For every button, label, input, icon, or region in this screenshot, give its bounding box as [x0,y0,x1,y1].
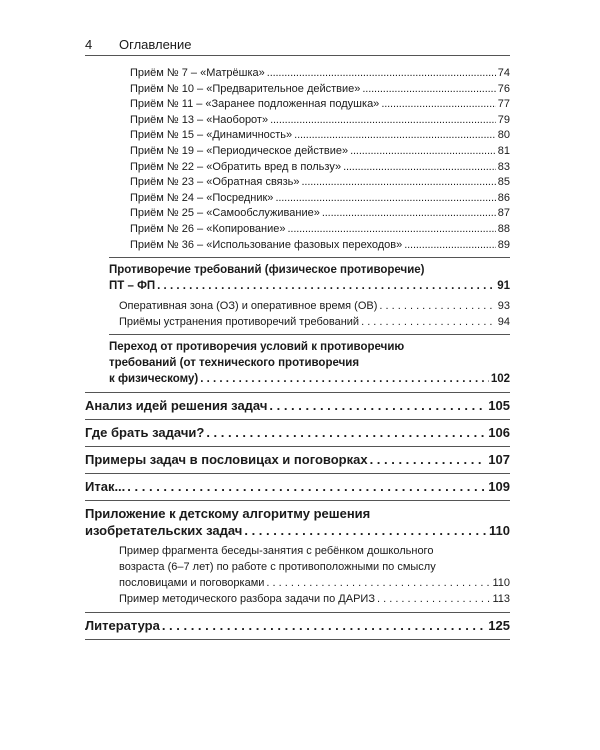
techniques-list [85,66,510,253]
toc-entry[interactable]: Приём № 19 – «Периодическое действие» . . . 81 [85,144,510,160]
toc-entry[interactable]: Приём № 15 – «Динамичность» . . . 80 [85,128,510,144]
toc-entry-main[interactable]: Примеры задач в пословицах и поговорках . . . 107 [85,451,510,468]
toc-entry[interactable]: Приём № 23 – «Обратная связь» . . . 85 [85,175,510,191]
toc-entry[interactable]: пословицами и поговорками . . . 110 [85,575,510,591]
toc-entry-main[interactable]: изобретательских задач . . . 110 [85,522,510,539]
toc-entry[interactable]: Приём № 26 – «Копирование» . . . 88 [85,222,510,238]
toc-entry[interactable]: Приём № 7 – «Матрёшка» . . . 74 [85,66,510,82]
header-title: Оглавление [119,37,192,52]
running-header [85,34,510,56]
appendix-item[interactable]: Пример фрагмента беседы-занятия с ребёнком дошкольного возраста (6–7 лет) по работе с противоположными по смыслу пословицами и поговорками . . . 110 [85,543,510,591]
toc-entry[interactable]: Приём № 25 – «Самообслуживание» . . . 87 [85,206,510,222]
toc-entry-main[interactable]: Итак... . . . 109 [85,478,510,495]
table-of-contents [85,66,510,640]
toc-entry[interactable]: Приёмы устранения противоречий требований . . . 94 [85,314,510,330]
transition-section[interactable]: Переход от противоречия условий к противоречию требований (от технического противоречия к физическому) . . . 102 [85,339,510,387]
toc-entry[interactable]: Приём № 11 – «Заранее подложенная подушка» . . . 77 [85,97,510,113]
toc-entry-main[interactable]: Анализ идей решения задач . . . 105 [85,397,510,414]
appendix-section[interactable]: Приложение к детскому алгоритму решения изобретательских задач . . . 110 [85,505,510,539]
toc-entry[interactable]: ПТ – ФП . . . 91 [85,278,510,294]
toc-entry-main[interactable]: Где брать задачи? . . . 106 [85,424,510,441]
toc-entry[interactable]: Приём № 22 – «Обратить вред в пользу» . . . 83 [85,160,510,176]
toc-entry[interactable]: Оперативная зона (ОЗ) и оперативное время (ОВ) . . . 93 [85,298,510,314]
divider [85,639,510,640]
toc-entry[interactable]: Пример методического разбора задачи по ДАРИЗ . . . 113 [85,591,510,607]
page-number: 4 [85,37,93,52]
toc-entry-main[interactable]: Литература . . . 125 [85,617,510,634]
contradiction-section[interactable] [85,262,510,294]
toc-entry[interactable]: к физическому) . . . 102 [85,371,510,387]
toc-entry[interactable]: Приём № 13 – «Наоборот» . . . 79 [85,113,510,129]
toc-entry-title: Противоречие требований (физическое противоречие) [109,264,425,277]
toc-entry[interactable]: Приём № 24 – «Посредник» . . . 86 [85,191,510,207]
toc-entry[interactable]: Приём № 10 – «Предварительное действие» . . . 76 [85,82,510,98]
toc-entry[interactable]: Приём № 36 – «Использование фазовых переходов» . . . 89 [85,238,510,254]
